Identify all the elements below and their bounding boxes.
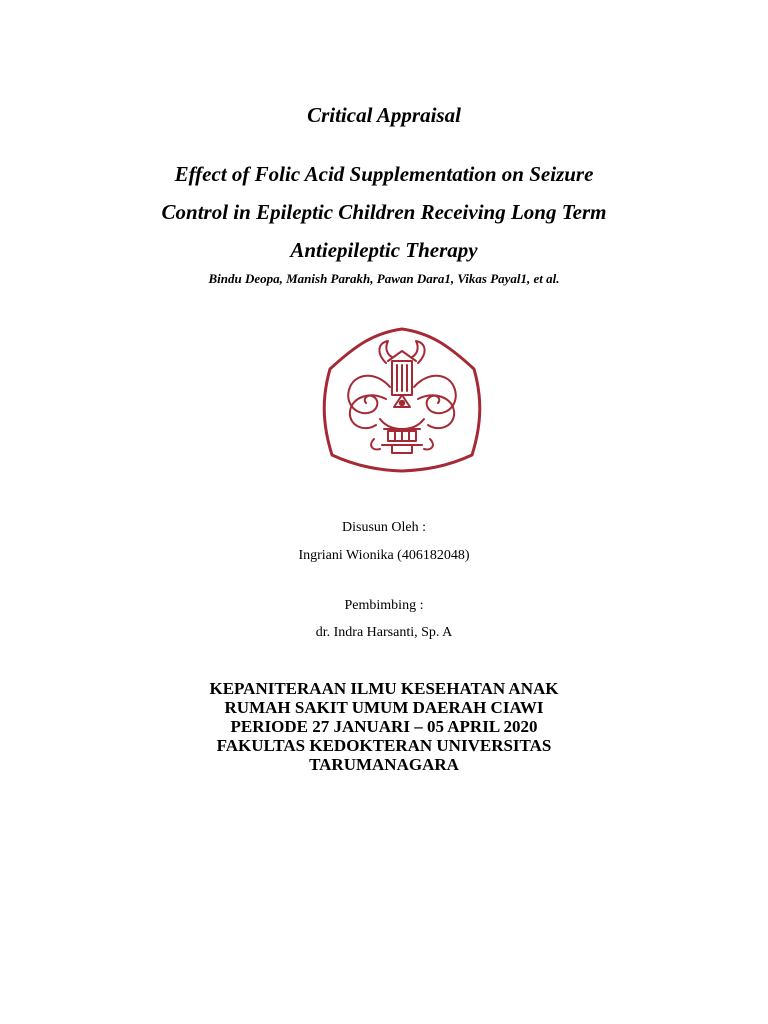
institution-line: RUMAH SAKIT UMUM DAERAH CIAWI: [224, 698, 544, 717]
title-line: Antiepileptic Therapy: [290, 238, 478, 262]
advisor-label: Pembimbing :: [344, 598, 424, 613]
title-line: Control in Epileptic Children Receiving Long Term: [161, 200, 607, 224]
institution-line: FAKULTAS KEDOKTERAN UNIVERSITAS: [216, 736, 552, 755]
title-line: Effect of Folic Acid Supplementation on Seizure: [174, 162, 594, 186]
document-type: Critical Appraisal: [307, 103, 461, 127]
institution-line: PERIODE 27 JANUARI – 05 APRIL 2020: [230, 717, 538, 736]
composed-by-name: Ingriani Wionika (406182048): [298, 548, 470, 563]
composed-by-label: Disusun Oleh :: [342, 520, 426, 535]
institution-line: KEPANITERAAN ILMU KESEHATAN ANAK: [209, 679, 559, 698]
institution-line: TARUMANAGARA: [309, 755, 459, 774]
institution-block: [0, 679, 768, 774]
advisor-name: dr. Indra Harsanti, Sp. A: [315, 625, 453, 640]
author-list: Bindu Deopa, Manish Parakh, Pawan Dara1, Vikas Payal1, et al.: [208, 271, 560, 286]
university-crest-icon: [316, 327, 488, 473]
document-title: [0, 155, 768, 269]
